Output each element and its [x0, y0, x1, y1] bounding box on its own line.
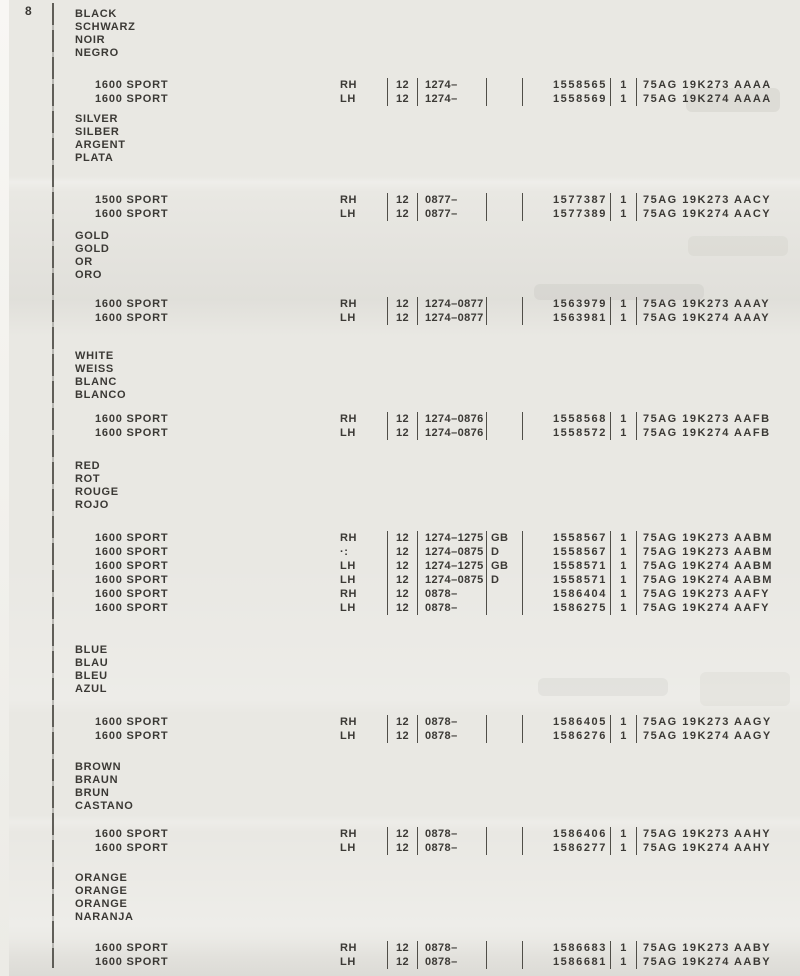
part-row [0, 545, 800, 559]
date-range-cell: 1274–0877 [417, 311, 486, 325]
unit-qty-cell: 1 [610, 587, 636, 601]
finish-code-cell: 75AG 19K273 AAGY [636, 715, 800, 729]
hand-cell: RH [340, 298, 358, 310]
left-margin-rule [52, 3, 54, 968]
suffix-cell: GB [486, 531, 522, 545]
finish-code-cell: 75AG 19K274 AABM [636, 573, 800, 587]
suffix-cell [486, 955, 522, 969]
suffix-cell [486, 92, 522, 106]
part-number-cell: 1558568 [522, 412, 610, 426]
color-name-line: ORO [75, 269, 103, 281]
color-name-line: BLANCO [75, 389, 127, 401]
finish-code-cell: 75AG 19K273 AACY [636, 193, 800, 207]
suffix-cell [486, 601, 522, 615]
color-name-line: ORANGE [75, 898, 128, 910]
model-cell: 1600 SPORT [95, 413, 169, 425]
color-name-line: AZUL [75, 683, 108, 695]
part-number-cell: 1558567 [522, 545, 610, 559]
unit-qty-cell: 1 [610, 573, 636, 587]
unit-qty-cell: 1 [610, 531, 636, 545]
part-row [0, 207, 800, 221]
qty-cell: 12 [387, 941, 417, 955]
unit-qty-cell: 1 [610, 827, 636, 841]
hand-cell: LH [340, 956, 356, 968]
part-row [0, 941, 800, 955]
unit-qty-cell: 1 [610, 545, 636, 559]
hand-cell: RH [340, 588, 358, 600]
suffix-cell [486, 587, 522, 601]
part-number-cell: 1586681 [522, 955, 610, 969]
finish-code-cell: 75AG 19K274 AACY [636, 207, 800, 221]
finish-code-cell: 75AG 19K273 AAFY [636, 587, 800, 601]
model-cell: 1600 SPORT [95, 716, 169, 728]
color-name-line: NARANJA [75, 911, 134, 923]
qty-cell: 12 [387, 841, 417, 855]
model-cell: 1600 SPORT [95, 93, 169, 105]
date-range-cell: 1274–0877 [417, 297, 486, 311]
unit-qty-cell: 1 [610, 955, 636, 969]
date-range-cell: 0878– [417, 841, 486, 855]
scan-artifact [688, 236, 788, 256]
part-row [0, 955, 800, 969]
unit-qty-cell: 1 [610, 426, 636, 440]
part-number-cell: 1558567 [522, 531, 610, 545]
color-name-line: NOIR [75, 34, 106, 46]
unit-qty-cell: 1 [610, 193, 636, 207]
finish-code-cell: 75AG 19K273 AABM [636, 531, 800, 545]
suffix-cell: D [486, 545, 522, 559]
part-number-cell: 1586404 [522, 587, 610, 601]
part-row [0, 92, 800, 106]
finish-code-cell: 75AG 19K273 AAHY [636, 827, 800, 841]
part-number-cell: 1558571 [522, 573, 610, 587]
hand-cell: RH [340, 194, 358, 206]
model-cell: 1600 SPORT [95, 828, 169, 840]
hand-cell: RH [340, 413, 358, 425]
model-cell: 1500 SPORT [95, 194, 169, 206]
part-number-cell: 1558571 [522, 559, 610, 573]
suffix-cell [486, 297, 522, 311]
date-range-cell: 0877– [417, 207, 486, 221]
part-row [0, 297, 800, 311]
model-cell: 1600 SPORT [95, 79, 169, 91]
unit-qty-cell: 1 [610, 207, 636, 221]
finish-code-cell: 75AG 19K274 AAAA [636, 92, 800, 106]
model-cell: 1600 SPORT [95, 532, 169, 544]
unit-qty-cell: 1 [610, 297, 636, 311]
qty-cell: 12 [387, 92, 417, 106]
page-number: 8 [25, 4, 33, 18]
part-row [0, 827, 800, 841]
qty-cell: 12 [387, 78, 417, 92]
hand-cell: LH [340, 730, 356, 742]
part-row [0, 573, 800, 587]
unit-qty-cell: 1 [610, 715, 636, 729]
part-number-cell: 1577389 [522, 207, 610, 221]
date-range-cell: 0878– [417, 955, 486, 969]
color-name-line: NEGRO [75, 47, 119, 59]
part-row [0, 311, 800, 325]
date-range-cell: 1274– [417, 92, 486, 106]
date-range-cell: 1274–0876 [417, 426, 486, 440]
part-row [0, 193, 800, 207]
model-cell: 1600 SPORT [95, 730, 169, 742]
qty-cell: 12 [387, 311, 417, 325]
finish-code-cell: 75AG 19K274 AAFY [636, 601, 800, 615]
unit-qty-cell: 1 [610, 412, 636, 426]
part-number-cell: 1586275 [522, 601, 610, 615]
color-name-line: BLUE [75, 644, 108, 656]
hand-cell: ·: [340, 546, 349, 558]
part-row [0, 531, 800, 545]
model-cell: 1600 SPORT [95, 956, 169, 968]
part-number-cell: 1577387 [522, 193, 610, 207]
color-name-line: CASTANO [75, 800, 134, 812]
finish-code-cell: 75AG 19K273 AAAA [636, 78, 800, 92]
part-row [0, 601, 800, 615]
color-name-line: BLANC [75, 376, 117, 388]
date-range-cell: 0878– [417, 941, 486, 955]
unit-qty-cell: 1 [610, 601, 636, 615]
model-cell: 1600 SPORT [95, 842, 169, 854]
qty-cell: 12 [387, 207, 417, 221]
finish-code-cell: 75AG 19K274 AABM [636, 559, 800, 573]
part-number-cell: 1586405 [522, 715, 610, 729]
suffix-cell [486, 841, 522, 855]
part-number-cell: 1586276 [522, 729, 610, 743]
qty-cell: 12 [387, 827, 417, 841]
part-row [0, 426, 800, 440]
color-name-line: PLATA [75, 152, 114, 164]
unit-qty-cell: 1 [610, 941, 636, 955]
date-range-cell: 0878– [417, 601, 486, 615]
color-name-line: BROWN [75, 761, 122, 773]
part-number-cell: 1586406 [522, 827, 610, 841]
hand-cell: LH [340, 560, 356, 572]
suffix-cell [486, 715, 522, 729]
finish-code-cell: 75AG 19K273 AAFB [636, 412, 800, 426]
color-name-line: ORANGE [75, 872, 128, 884]
model-cell: 1600 SPORT [95, 312, 169, 324]
date-range-cell: 1274–0875 [417, 573, 486, 587]
color-name-line: RED [75, 460, 101, 472]
qty-cell: 12 [387, 587, 417, 601]
hand-cell: LH [340, 842, 356, 854]
hand-cell: RH [340, 828, 358, 840]
suffix-cell [486, 729, 522, 743]
date-range-cell: 0878– [417, 587, 486, 601]
part-number-cell: 1563981 [522, 311, 610, 325]
scan-artifact [538, 678, 668, 696]
color-name-line: BRUN [75, 787, 110, 799]
qty-cell: 12 [387, 573, 417, 587]
color-name-line: WEISS [75, 363, 114, 375]
hand-cell: RH [340, 532, 358, 544]
qty-cell: 12 [387, 193, 417, 207]
hand-cell: LH [340, 602, 356, 614]
color-name-line: SILBER [75, 126, 120, 138]
part-number-cell: 1586683 [522, 941, 610, 955]
color-name-line: SILVER [75, 113, 119, 125]
color-name-line: BLEU [75, 670, 108, 682]
unit-qty-cell: 1 [610, 729, 636, 743]
model-cell: 1600 SPORT [95, 560, 169, 572]
unit-qty-cell: 1 [610, 559, 636, 573]
suffix-cell [486, 207, 522, 221]
date-range-cell: 1274–1275 [417, 531, 486, 545]
date-range-cell: 0878– [417, 827, 486, 841]
qty-cell: 12 [387, 955, 417, 969]
model-cell: 1600 SPORT [95, 602, 169, 614]
part-row [0, 587, 800, 601]
suffix-cell: GB [486, 559, 522, 573]
model-cell: 1600 SPORT [95, 588, 169, 600]
hand-cell: LH [340, 93, 356, 105]
finish-code-cell: 75AG 19K274 AAHY [636, 841, 800, 855]
finish-code-cell: 75AG 19K274 AAAY [636, 311, 800, 325]
part-number-cell: 1558565 [522, 78, 610, 92]
qty-cell: 12 [387, 729, 417, 743]
part-row [0, 412, 800, 426]
scan-artifact [700, 672, 790, 706]
suffix-cell [486, 412, 522, 426]
color-name-line: ARGENT [75, 139, 126, 151]
hand-cell: LH [340, 574, 356, 586]
part-number-cell: 1558572 [522, 426, 610, 440]
hand-cell: RH [340, 79, 358, 91]
color-name-line: BRAUN [75, 774, 119, 786]
color-name-line: OR [75, 256, 93, 268]
unit-qty-cell: 1 [610, 92, 636, 106]
date-range-cell: 1274–0875 [417, 545, 486, 559]
date-range-cell: 1274–1275 [417, 559, 486, 573]
qty-cell: 12 [387, 559, 417, 573]
color-name-line: ORANGE [75, 885, 128, 897]
color-name-line: BLAU [75, 657, 109, 669]
date-range-cell: 0877– [417, 193, 486, 207]
part-number-cell: 1558569 [522, 92, 610, 106]
qty-cell: 12 [387, 601, 417, 615]
finish-code-cell: 75AG 19K274 AAGY [636, 729, 800, 743]
qty-cell: 12 [387, 531, 417, 545]
suffix-cell [486, 941, 522, 955]
suffix-cell [486, 193, 522, 207]
date-range-cell: 0878– [417, 729, 486, 743]
part-row [0, 559, 800, 573]
suffix-cell [486, 78, 522, 92]
model-cell: 1600 SPORT [95, 546, 169, 558]
part-row [0, 729, 800, 743]
part-number-cell: 1586277 [522, 841, 610, 855]
hand-cell: RH [340, 716, 358, 728]
finish-code-cell: 75AG 19K273 AABY [636, 941, 800, 955]
suffix-cell: D [486, 573, 522, 587]
hand-cell: LH [340, 208, 356, 220]
qty-cell: 12 [387, 715, 417, 729]
unit-qty-cell: 1 [610, 311, 636, 325]
model-cell: 1600 SPORT [95, 574, 169, 586]
color-name-line: SCHWARZ [75, 21, 136, 33]
qty-cell: 12 [387, 426, 417, 440]
date-range-cell: 1274– [417, 78, 486, 92]
color-name-line: BLACK [75, 8, 117, 20]
finish-code-cell: 75AG 19K274 AAFB [636, 426, 800, 440]
qty-cell: 12 [387, 412, 417, 426]
finish-code-cell: 75AG 19K273 AABM [636, 545, 800, 559]
unit-qty-cell: 1 [610, 841, 636, 855]
suffix-cell [486, 827, 522, 841]
qty-cell: 12 [387, 297, 417, 311]
part-row [0, 841, 800, 855]
model-cell: 1600 SPORT [95, 942, 169, 954]
color-name-line: GOLD [75, 230, 110, 242]
model-cell: 1600 SPORT [95, 208, 169, 220]
date-range-cell: 1274–0876 [417, 412, 486, 426]
suffix-cell [486, 426, 522, 440]
date-range-cell: 0878– [417, 715, 486, 729]
part-row [0, 78, 800, 92]
hand-cell: LH [340, 427, 356, 439]
part-row [0, 715, 800, 729]
color-name-line: ROUGE [75, 486, 119, 498]
color-name-line: ROJO [75, 499, 109, 511]
qty-cell: 12 [387, 545, 417, 559]
hand-cell: LH [340, 312, 356, 324]
color-name-line: ROT [75, 473, 101, 485]
finish-code-cell: 75AG 19K274 AABY [636, 955, 800, 969]
suffix-cell [486, 311, 522, 325]
color-name-line: GOLD [75, 243, 110, 255]
model-cell: 1600 SPORT [95, 427, 169, 439]
unit-qty-cell: 1 [610, 78, 636, 92]
finish-code-cell: 75AG 19K273 AAAY [636, 297, 800, 311]
part-number-cell: 1563979 [522, 297, 610, 311]
color-name-line: WHITE [75, 350, 114, 362]
model-cell: 1600 SPORT [95, 298, 169, 310]
hand-cell: RH [340, 942, 358, 954]
